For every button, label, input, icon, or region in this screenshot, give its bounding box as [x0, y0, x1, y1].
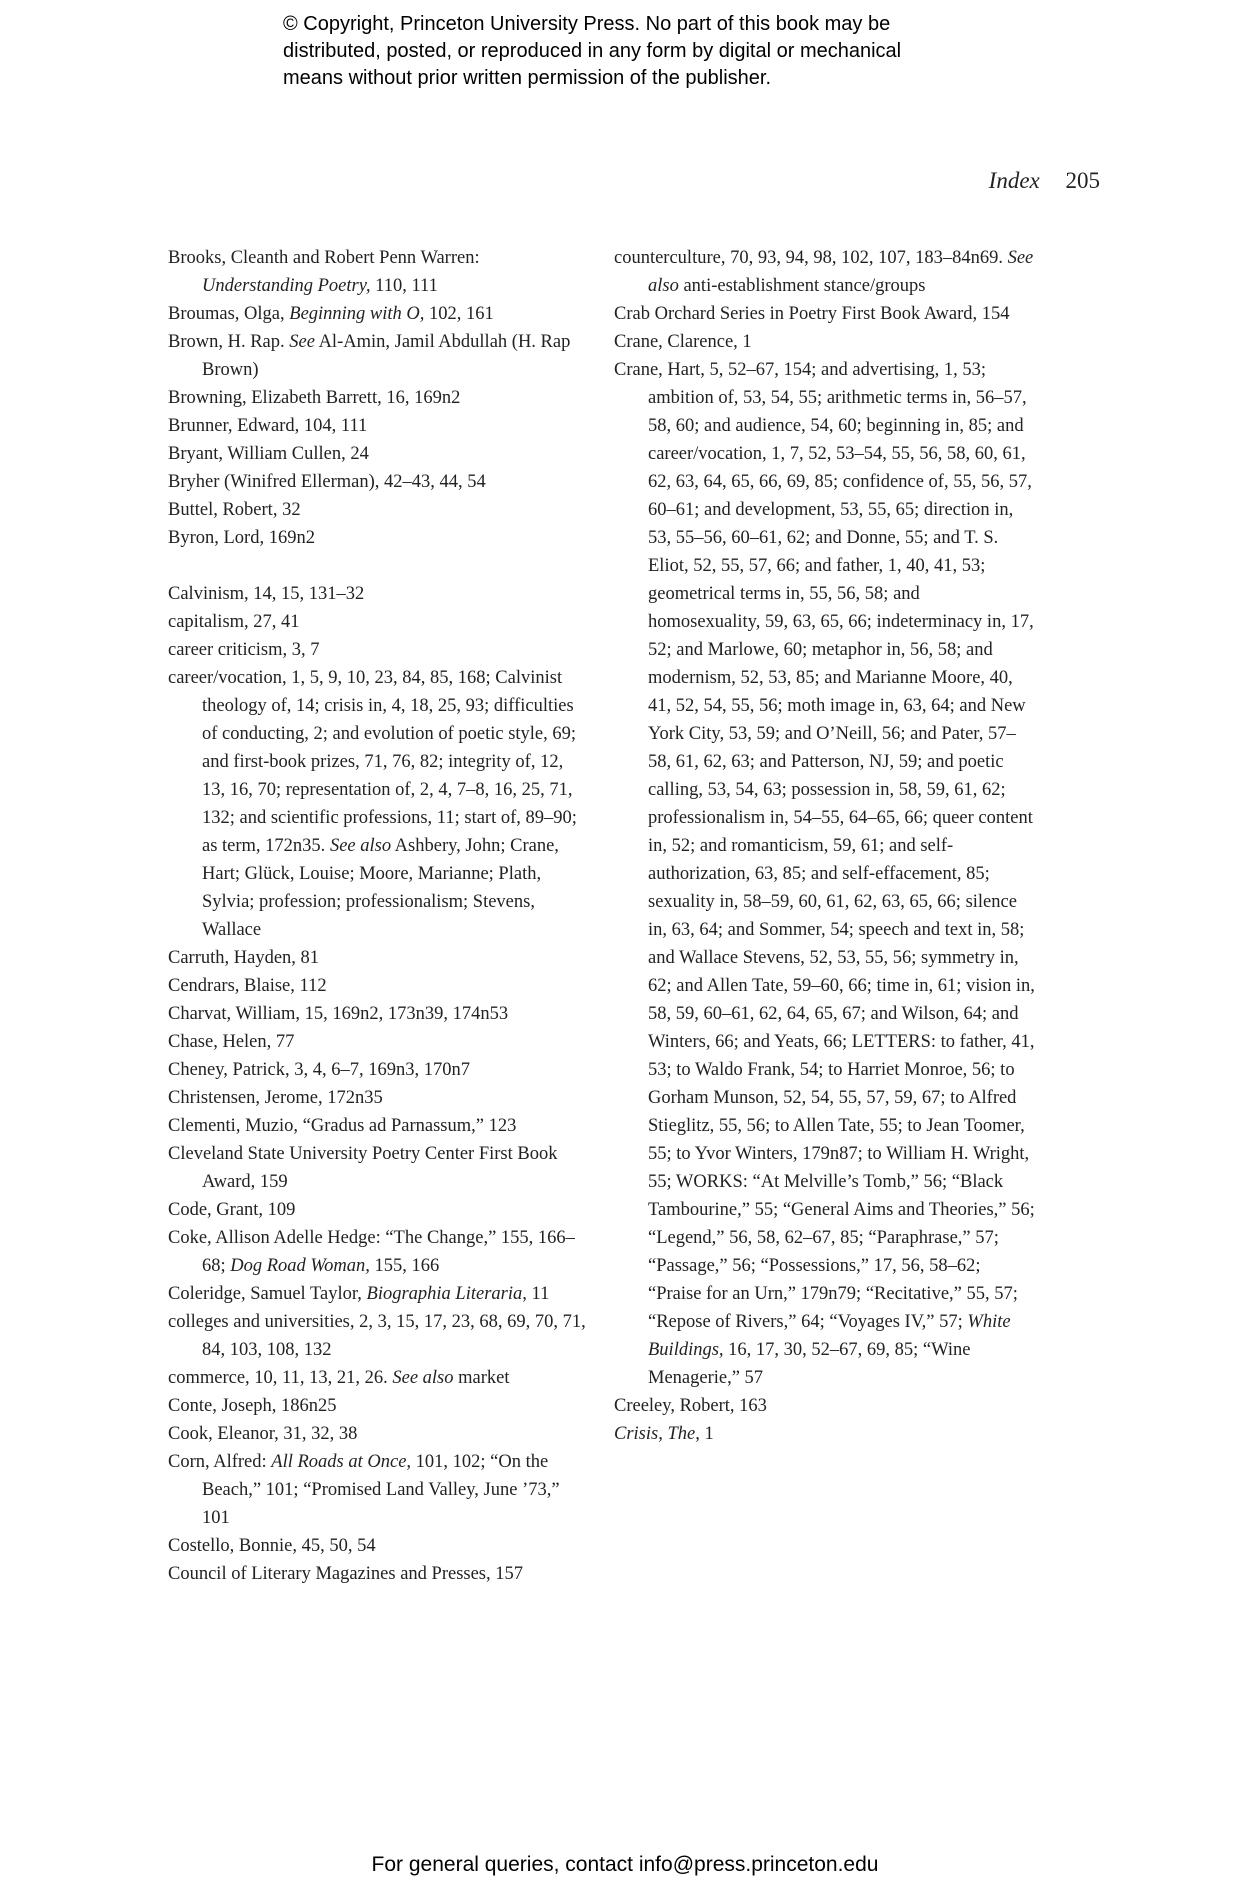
footer-contact: For general queries, contact info@press.princeton.edu [371, 1853, 879, 1876]
index-entry: Carruth, Hayden, 81 [168, 948, 320, 968]
index-entry: Coke, Allison Adelle Hedge: “The Change,” 155, 166–68; Dog Road Woman, 155, 166 [168, 1228, 575, 1276]
index-entry: Council of Literary Magazines and Presses, 157 [168, 1564, 524, 1584]
index-entry: Byron, Lord, 169n2 [168, 528, 315, 548]
index-entry: Bryher (Winifred Ellerman), 42–43, 44, 54 [168, 472, 486, 492]
index-column-left [168, 244, 588, 1588]
index-entry: colleges and universities, 2, 3, 15, 17, 23, 68, 69, 70, 71, 84, 103, 108, 132 [168, 1312, 586, 1360]
index-entry: Costello, Bonnie, 45, 50, 54 [168, 1536, 376, 1556]
index-entry: Broumas, Olga, Beginning with O, 102, 161 [168, 304, 494, 324]
index-entry: Charvat, William, 15, 169n2, 173n39, 174n53 [168, 1004, 509, 1024]
index-entry: Brooks, Cleanth and Robert Penn Warren: Understanding Poetry, 110, 111 [168, 248, 480, 296]
index-entry: Calvinism, 14, 15, 131–32 [168, 584, 365, 604]
index-entry: Conte, Joseph, 186n25 [168, 1396, 337, 1416]
index-entry: Buttel, Robert, 32 [168, 500, 301, 520]
copyright-notice: © Copyright, Princeton University Press. No part of this book may be distributed, posted, or reproduced in any form by digital or mechanical means without prior written permission of the publisher. [283, 13, 902, 89]
index-letter-gap [168, 552, 588, 580]
index-entry: Brunner, Edward, 104, 111 [168, 416, 368, 436]
index-entry: Crane, Hart, 5, 52–67, 154; and advertising, 1, 53; ambition of, 53, 54, 55; arithmetic terms in, 56–57, 58, 60; and audience, 54, 60; beginning in, 85; and career/vocation, 1, 7, 52, 53–54, 55, 56, 58, 60, 61, 62, 63, 64, 65, 66, 69, 85; confidence of, 55, 56, 57, 60–61; and development, 53, 55, 65; direction in, 53, 55–56, 60–61, 62; and Donne, 55; and T. S. Eliot, 52, 55, 57, 66; and father, 1, 40, 41, 53; geometrical terms in, 55, 56, 58; and homosexuality, 59, 63, 65, 66; indeterminacy in, 17, 52; and Marlowe, 60; metaphor in, 56, 58; and modernism, 52, 53, 85; and Marianne Moore, 40, 41, 52, 54, 55, 56; moth image in, 63, 64; and New York City, 53, 59; and O’Neill, 56; and Pater, 57–58, 61, 62, 63; and Patterson, NJ, 59; and poetic calling, 53, 54, 63; possession in, 58, 59, 61, 62; professionalism in, 54–55, 64–65, 66; queer content in, 52; and romanticism, 59, 61; and self-authorization, 63, 85; and self-effacement, 85; sexuality in, 58–59, 60, 61, 62, 63, 65, 66; silence in, 63, 64; and Sommer, 54; speech and text in, 58; and Wallace Stevens, 52, 53, 55, 56; symmetry in, 62; and Allen Tate, 59–60, 66; time in, 61; vision in, 58, 59, 60–61, 62, 64, 65, 67; and Wilson, 64; and Winters, 66; and Yeats, 66; LETTERS: to father, 41, 53; to Waldo Frank, 54; to Harriet Monroe, 56; to Gorham Munson, 52, 54, 55, 57, 59, 67; to Alfred Stieglitz, 55, 56; to Allen Tate, 55; to Jean Toomer, 55; to Yvor Winters, 179n87; to William H. Wright, 55; WORKS: “At Melville’s Tomb,” 56; “Black Tambourine,” 55; “General Aims and Theories,” 56; “Legend,” 56, 58, 62–67, 85; “Paraphrase,” 57; “Passage,” 56; “Possessions,” 17, 56, 58–62; “Praise for an Urn,” 179n79; “Recitative,” 55, 57; “Repose of Rivers,” 64; “Voyages IV,” 57; White Buildings, 16, 17, 30, 52–67, 69, 85; “Wine Menagerie,” 57 [614, 360, 1035, 1388]
index-entry: capitalism, 27, 41 [168, 612, 300, 632]
index-entry: Cook, Eleanor, 31, 32, 38 [168, 1424, 358, 1444]
index-entry: career criticism, 3, 7 [168, 640, 320, 660]
index-entry: Creeley, Robert, 163 [614, 1396, 767, 1416]
index-entry: Clementi, Muzio, “Gradus ad Parnassum,” 123 [168, 1116, 517, 1136]
index-entry: Cleveland State University Poetry Center First Book Award, 159 [168, 1144, 558, 1192]
index-entry: Christensen, Jerome, 172n35 [168, 1088, 383, 1108]
index-entry: Cendrars, Blaise, 112 [168, 976, 327, 996]
index-entry: Code, Grant, 109 [168, 1200, 296, 1220]
running-head-section: Index [988, 168, 1040, 193]
index-entry: Coleridge, Samuel Taylor, Biographia Literaria, 11 [168, 1284, 550, 1304]
index-entry: Browning, Elizabeth Barrett, 16, 169n2 [168, 388, 461, 408]
index-entry: Crab Orchard Series in Poetry First Book Award, 154 [614, 304, 1010, 324]
index-entry: Corn, Alfred: All Roads at Once, 101, 102; “On the Beach,” 101; “Promised Land Valley, June ’73,” 101 [168, 1452, 560, 1528]
index-entry: Cheney, Patrick, 3, 4, 6–7, 169n3, 170n7 [168, 1060, 470, 1080]
index-entry: commerce, 10, 11, 13, 21, 26. See also market [168, 1368, 510, 1388]
index-column-right [614, 244, 1036, 1448]
index-entry: counterculture, 70, 93, 94, 98, 102, 107, 183–84n69. See also anti-establishment stance/groups [614, 248, 1034, 296]
running-head [989, 168, 1100, 194]
index-entry: Crisis, The, 1 [614, 1424, 714, 1444]
index-entry: Crane, Clarence, 1 [614, 332, 752, 352]
index-entry: Brown, H. Rap. See Al-Amin, Jamil Abdullah (H. Rap Brown) [168, 332, 571, 380]
page-number: 205 [1065, 168, 1100, 193]
index-entry: Chase, Helen, 77 [168, 1032, 295, 1052]
index-entry: Bryant, William Cullen, 24 [168, 444, 369, 464]
index-entry: career/vocation, 1, 5, 9, 10, 23, 84, 85, 168; Calvinist theology of, 14; crisis in, 4, 18, 25, 93; difficulties of conducting, 2; and evolution of poetic style, 69; and first-book prizes, 71, 76, 82; integrity of, 12, 13, 16, 70; representation of, 2, 4, 7–8, 16, 25, 71, 132; and scientific professions, 11; start of, 89–90; as term, 172n35. See also Ashbery, John; Crane, Hart; Glück, Louise; Moore, Marianne; Plath, Sylvia; profession; professionalism; Stevens, Wallace [168, 668, 577, 940]
